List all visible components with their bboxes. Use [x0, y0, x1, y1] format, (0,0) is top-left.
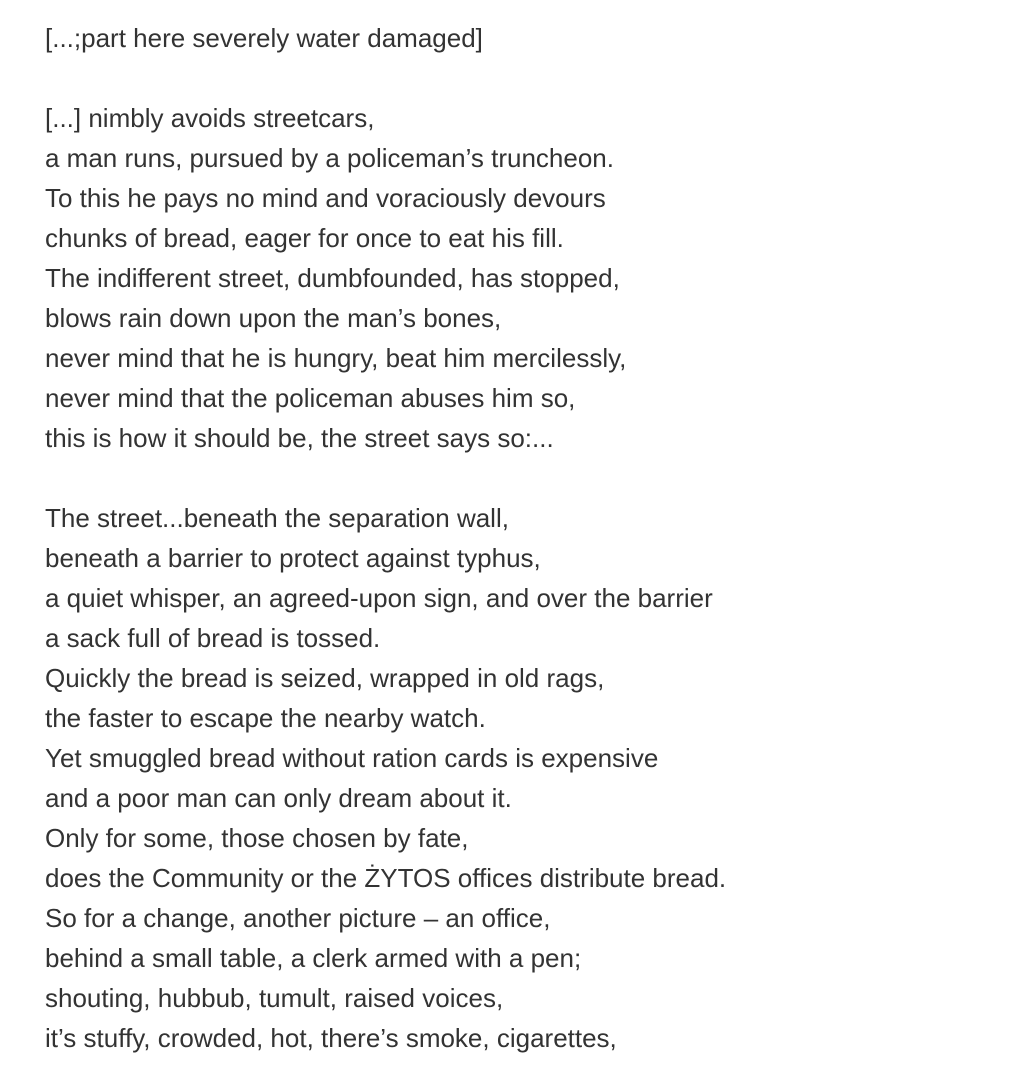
poem-line: beneath a barrier to protect against typhus,: [45, 543, 541, 573]
poem-line: So for a change, another picture – an office,: [45, 903, 551, 933]
poem-text: [45, 18, 985, 1058]
poem-line: this is how it should be, the street says so:...: [45, 423, 554, 453]
stanza-3: [45, 498, 985, 1058]
poem-line: never mind that he is hungry, beat him mercilessly,: [45, 343, 627, 373]
poem-line: [...] nimbly avoids streetcars,: [45, 103, 375, 133]
poem-line: The street...beneath the separation wall,: [45, 503, 509, 533]
poem-line: Only for some, those chosen by fate,: [45, 823, 469, 853]
poem-line: Yet smuggled bread without ration cards is expensive: [45, 743, 659, 773]
poem-line: a man runs, pursued by a policeman’s truncheon.: [45, 143, 614, 173]
poem-line: a quiet whisper, an agreed-upon sign, and over the barrier: [45, 583, 713, 613]
stanza-2: [45, 98, 985, 458]
poem-line: the faster to escape the nearby watch.: [45, 703, 486, 733]
poem-line: shouting, hubbub, tumult, raised voices,: [45, 983, 504, 1013]
poem-line: The indifferent street, dumbfounded, has stopped,: [45, 263, 620, 293]
stanza-1: [45, 18, 985, 58]
poem-line: does the Community or the ŻYTOS offices distribute bread.: [45, 863, 727, 893]
poem-line: behind a small table, a clerk armed with a pen;: [45, 943, 582, 973]
poem-line: [...;part here severely water damaged]: [45, 23, 483, 53]
poem-line: blows rain down upon the man’s bones,: [45, 303, 502, 333]
poem-line: chunks of bread, eager for once to eat his fill.: [45, 223, 564, 253]
poem-line: a sack full of bread is tossed.: [45, 623, 381, 653]
poem-line: it’s stuffy, crowded, hot, there’s smoke, cigarettes,: [45, 1023, 617, 1053]
poem-line: and a poor man can only dream about it.: [45, 783, 512, 813]
poem-line: Quickly the bread is seized, wrapped in old rags,: [45, 663, 605, 693]
poem-line: To this he pays no mind and voraciously devours: [45, 183, 606, 213]
poem-line: never mind that the policeman abuses him so,: [45, 383, 576, 413]
